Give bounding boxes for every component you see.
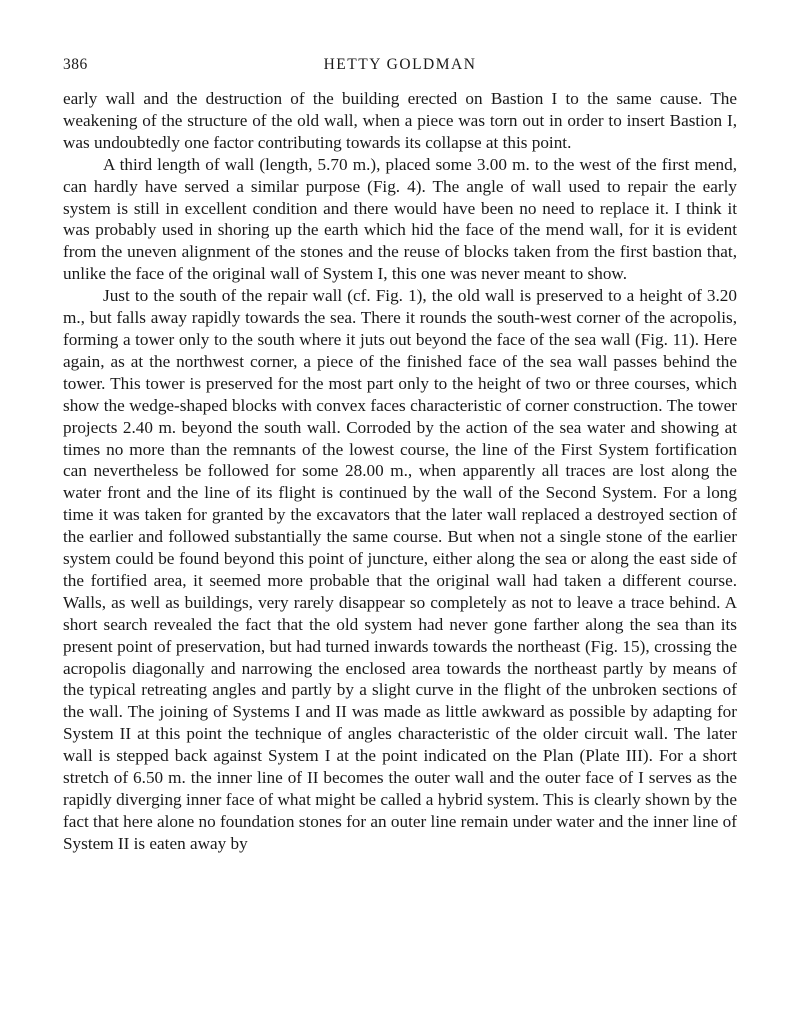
- paragraph-repair-wall: Just to the south of the repair wall (cf. Fig. 1), the old wall is preserved to a height of 3.20 m., but falls away rapidly towards the sea. There it rounds the south-west corner of the acropolis, forming a tower only to the south where it juts out beyond the face of the sea wall (Fig. 11). Here again, as at the northwest corner, a piece of the finished face of the sea wall passes behind the tower. This tower is preserved for the most part only to the height of two or three courses, which show the wedge-shaped blocks with convex faces characteristic of corner construction. The tower projects 2.40 m. beyond the south wall. Corroded by the action of the sea water and showing at times no more than the remnants of the lowest course, the line of the First System fortification can nevertheless be followed for some 28.00 m., when apparently all traces are lost along the water front and the line of its flight is continued by the wall of the Second System. For a long time it was taken for granted by the excavators that the later wall replaced a destroyed section of the earlier and followed substantially the same course. But when not a single stone of the earlier system could be found beyond this point of juncture, either along the sea or along the east side of the fortified area, it seemed more probable that the original wall had taken a different course. Walls, as well as buildings, very rarely disappear so completely as not to leave a trace behind. A short search revealed the fact that the old system had never gone farther along the sea than its present point of preservation, but had turned inwards towards the northeast (Fig. 15), crossing the acropolis diagonally and narrowing the enclosed area towards the northeast partly by means of the typical retreating angles and partly by a slight curve in the flight of the unbroken sections of the wall. The joining of Systems I and II was made as little awkward as possible by adapting for System II at this point the technique of angles characteristic of the older circuit wall. The later wall is stepped back against System I at the point indicated on the Plan (Plate III). For a short stretch of 6.50 m. the inner line of II becomes the outer wall and the outer face of I serves as the rapidly diverging inner face of what might be called a hybrid system. This is clearly shown by the fact that here alone no foundation stones for an outer line remain under water and the inner line of System II is eaten away by: [63, 286, 737, 853]
- body-text: [63, 88, 737, 855]
- running-head: [63, 52, 737, 78]
- page: [63, 52, 737, 855]
- running-head-author: HETTY GOLDMAN: [323, 56, 477, 73]
- page-number: 386: [63, 56, 88, 73]
- paragraph-third-wall: A third length of wall (length, 5.70 m.), placed some 3.00 m. to the west of the first mend, can hardly have served a similar purpose (Fig. 4). The angle of wall used to repair the early system is still in excellent condition and there would have been no need to replace it. I think it was probably used in shoring up the earth which hid the face of the mend wall, for it is evident from the uneven alignment of the stones and the reuse of blocks taken from the first bastion that, unlike the face of the original wall of System I, this one was never meant to show.: [63, 154, 737, 284]
- paragraph-continued: early wall and the destruction of the building erected on Bastion I to the same cause. The weakening of the structure of the old wall, when a piece was torn out in order to insert Bastion I, was undoubtedly one factor contributing towards its collapse at this point.: [63, 89, 737, 152]
